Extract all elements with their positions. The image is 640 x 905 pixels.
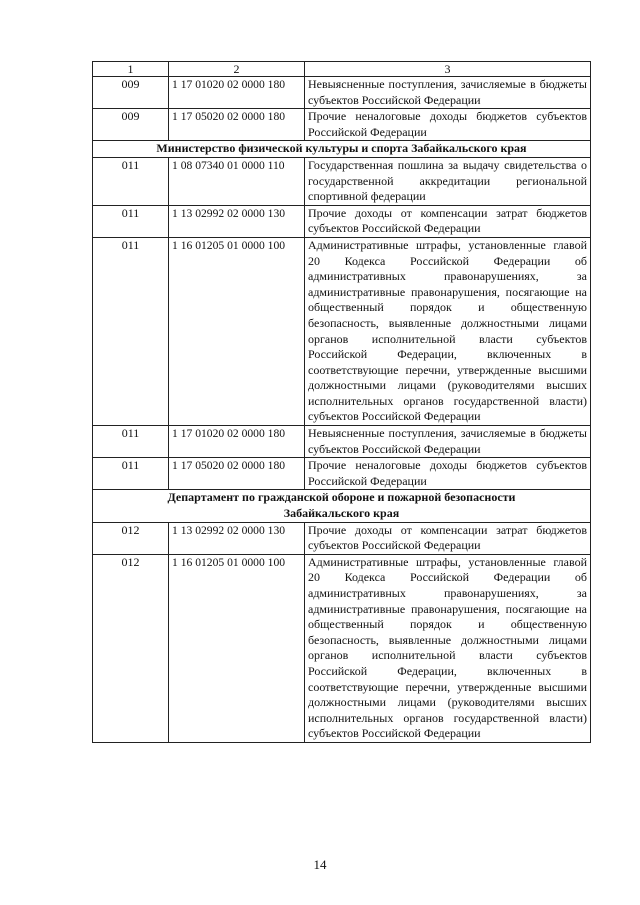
kbk-code-cell: 1 17 01020 02 0000 180 (169, 77, 305, 109)
section-title-line: Департамент по гражданской обороне и пожарной безопасности (167, 490, 516, 505)
table-row (93, 109, 591, 141)
table-row (93, 426, 591, 458)
admin-code-cell: 009 (93, 77, 169, 109)
header-col-2: 2 (169, 62, 305, 77)
description-cell: Государственная пошлина за выдачу свидетельства о государственной аккредитации региональной спортивной федерации (305, 157, 591, 205)
header-row (93, 62, 591, 77)
page-number: 14 (313, 857, 327, 872)
description-cell: Невыясненные поступления, зачисляемые в бюджеты субъектов Российской Федерации (305, 426, 591, 458)
table-row (93, 554, 591, 742)
kbk-code-cell: 1 17 05020 02 0000 180 (169, 109, 305, 141)
admin-code-cell: 011 (93, 458, 169, 490)
table-row (93, 522, 591, 554)
kbk-code-cell: 1 17 05020 02 0000 180 (169, 458, 305, 490)
table-row (93, 458, 591, 490)
description-cell: Прочие неналоговые доходы бюджетов субъектов Российской Федерации (305, 458, 591, 490)
table-body (93, 62, 591, 743)
table-row (93, 77, 591, 109)
section-title (93, 490, 591, 522)
section-title-line: Забайкальского края (283, 506, 400, 521)
kbk-code-cell: 1 08 07340 01 0000 110 (169, 157, 305, 205)
admin-code-cell: 011 (93, 426, 169, 458)
header-col-1: 1 (93, 62, 169, 77)
kbk-code-cell: 1 17 01020 02 0000 180 (169, 426, 305, 458)
header-col-3: 3 (305, 62, 591, 77)
admin-code-cell: 009 (93, 109, 169, 141)
kbk-code-cell: 1 13 02992 02 0000 130 (169, 205, 305, 237)
codes-table (92, 61, 591, 743)
section-title-line: Министерство физической культуры и спорта Забайкальского края (156, 141, 527, 156)
description-cell: Прочие неналоговые доходы бюджетов субъектов Российской Федерации (305, 109, 591, 141)
kbk-code-cell: 1 16 01205 01 0000 100 (169, 554, 305, 742)
description-cell: Прочие доходы от компенсации затрат бюджетов субъектов Российской Федерации (305, 522, 591, 554)
admin-code-cell: 012 (93, 522, 169, 554)
description-cell: Административные штрафы, установленные главой 20 Кодекса Российской Федерации об административных правонарушениях, за административные правонарушения, посягающие на общественный порядок и общественную безопасность, выявленные должностными лицами органов исполнительной власти субъектов Российской Федерации, включенных в соответствующие перечни, утвержденные высшими должностными лицами (руководителями высших исполнительных органов государственной власти) субъектов Российской Федерации (305, 237, 591, 425)
description-cell: Невыясненные поступления, зачисляемые в бюджеты субъектов Российской Федерации (305, 77, 591, 109)
section-header-row (93, 141, 591, 158)
description-cell: Прочие доходы от компенсации затрат бюджетов субъектов Российской Федерации (305, 205, 591, 237)
description-cell: Административные штрафы, установленные главой 20 Кодекса Российской Федерации об административных правонарушениях, за административные правонарушения, посягающие на общественный порядок и общественную безопасность, выявленные должностными лицами органов исполнительной власти субъектов Российской Федерации, включенных в соответствующие перечни, утвержденные высшими должностными лицами (руководителями высших исполнительных органов государственной власти) субъектов Российской Федерации (305, 554, 591, 742)
admin-code-cell: 011 (93, 205, 169, 237)
kbk-code-cell: 1 16 01205 01 0000 100 (169, 237, 305, 425)
section-header-row (93, 490, 591, 522)
admin-code-cell: 011 (93, 157, 169, 205)
admin-code-cell: 011 (93, 237, 169, 425)
kbk-code-cell: 1 13 02992 02 0000 130 (169, 522, 305, 554)
section-title (93, 141, 591, 158)
table-row (93, 237, 591, 425)
table-row (93, 157, 591, 205)
table-row (93, 205, 591, 237)
admin-code-cell: 012 (93, 554, 169, 742)
